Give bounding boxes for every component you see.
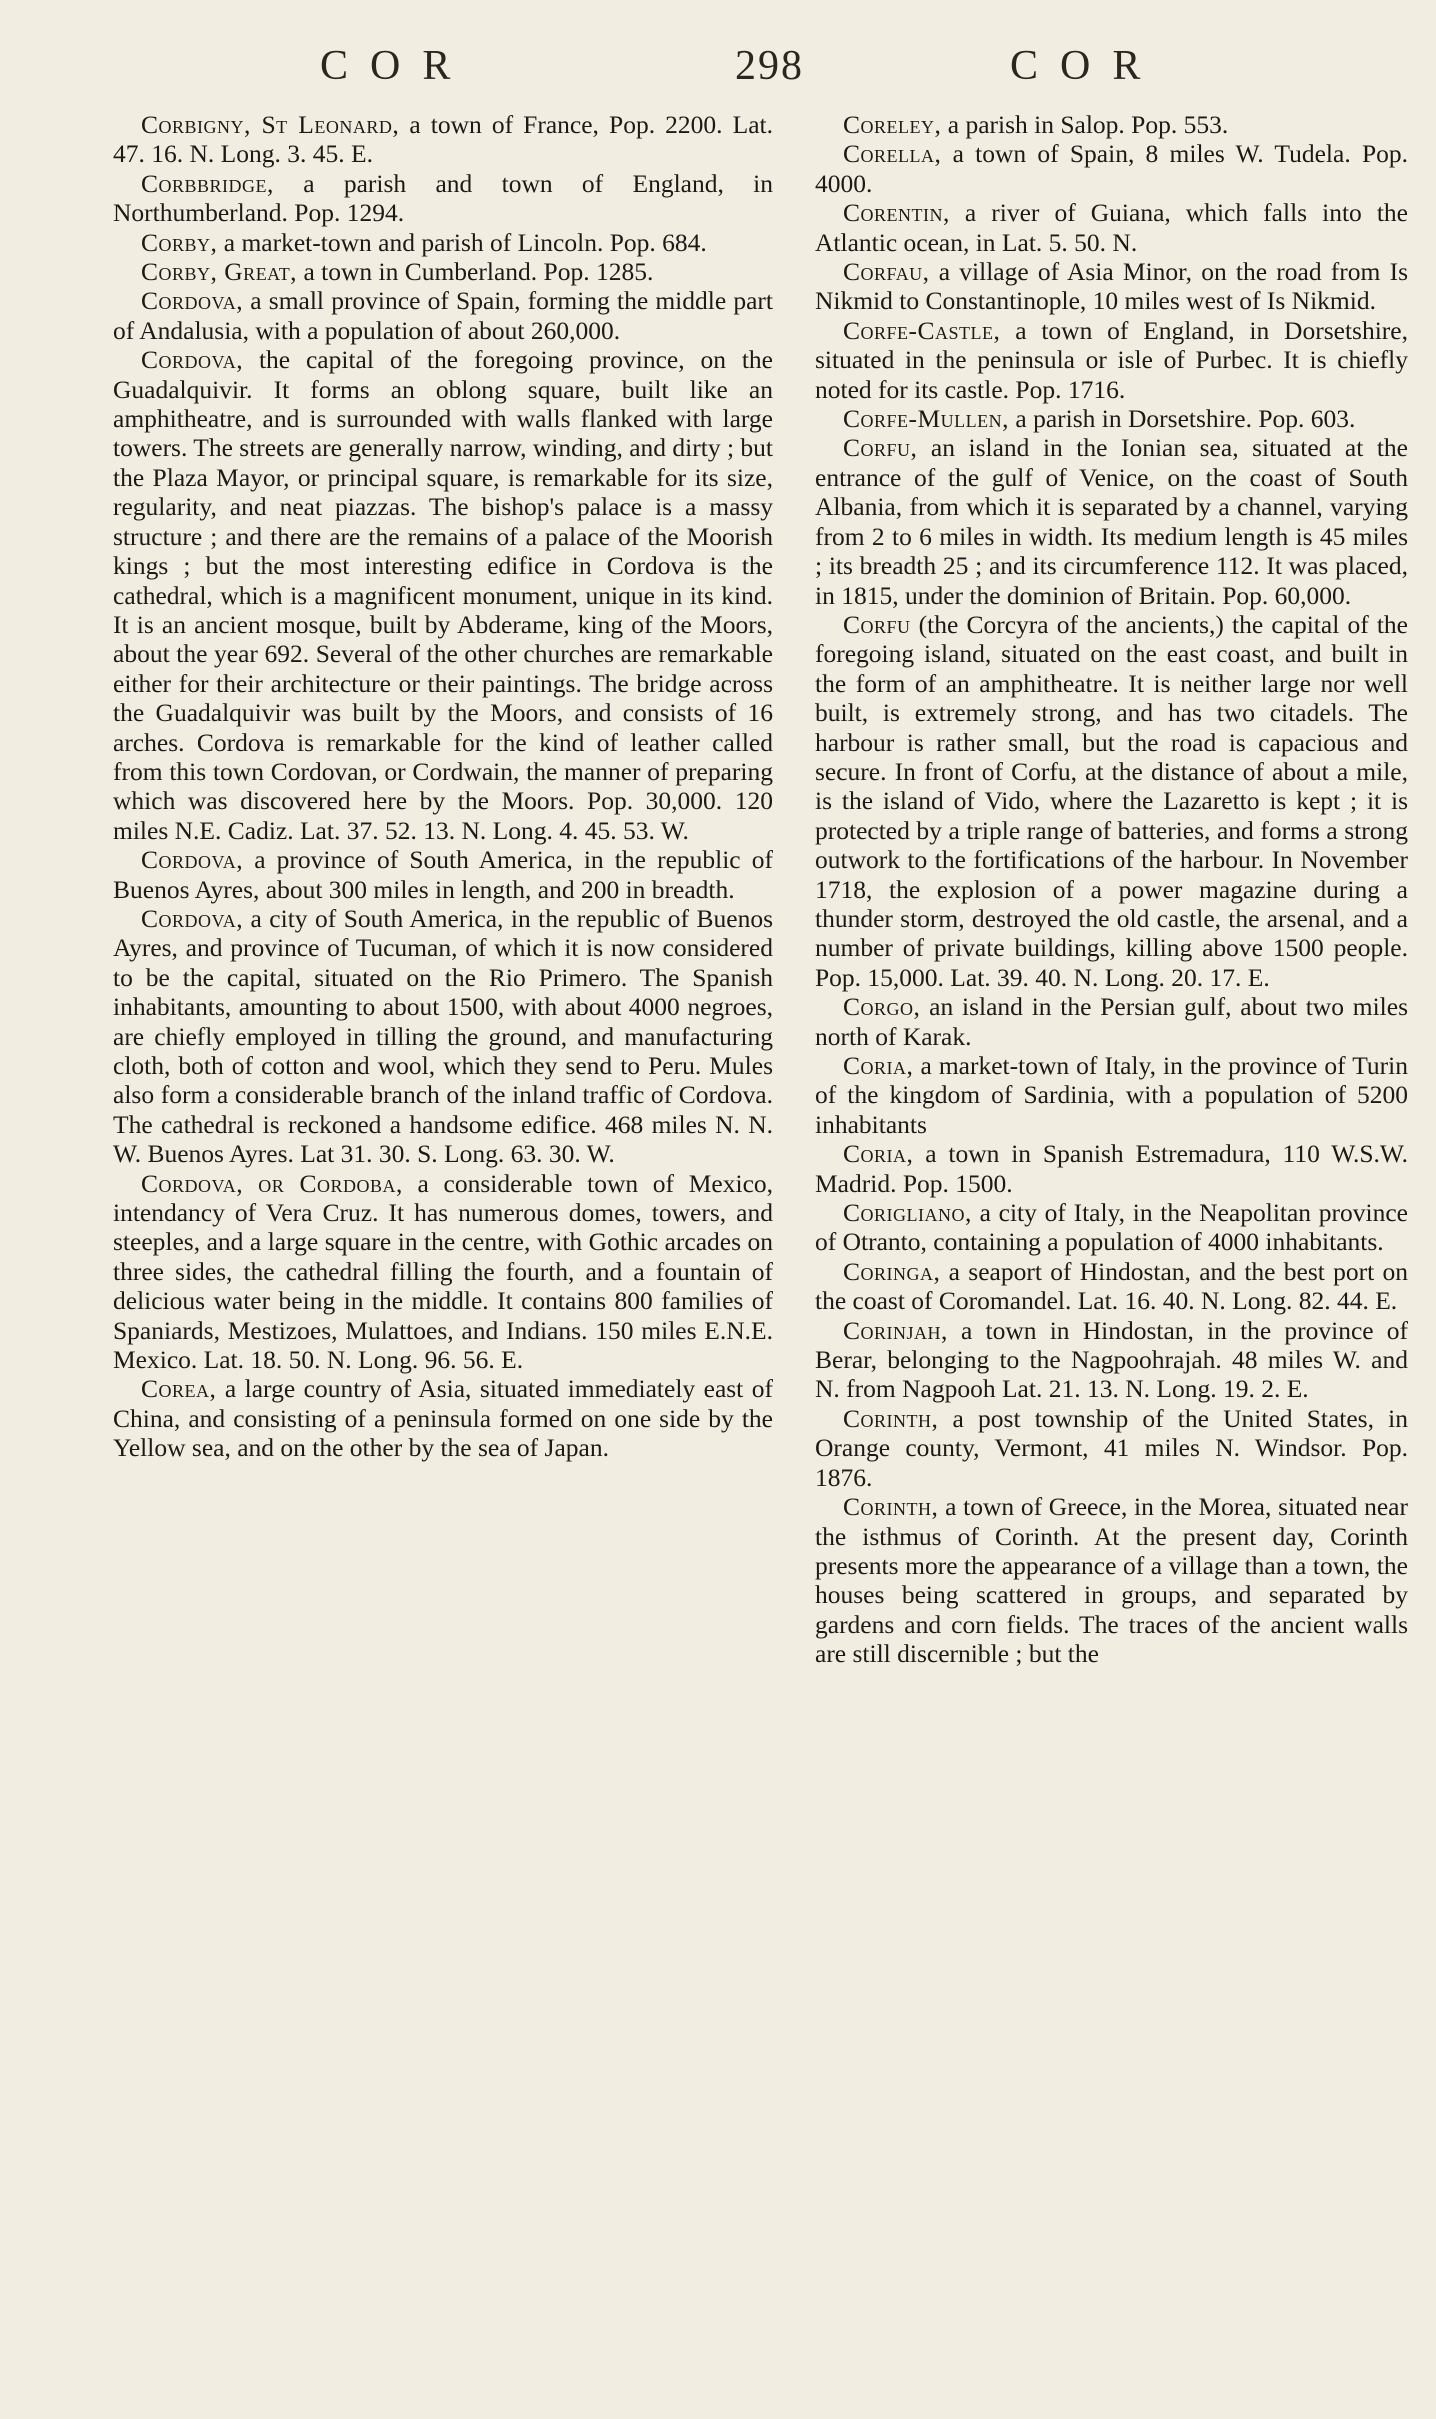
entry-text: a large country of Asia, situated immediately east of China, and consisting of a peninsula formed on one side by the Yellow sea, and on the other by the sea of Japan.	[113, 1374, 773, 1463]
entry-text: a town of France, Pop. 2200. Lat. 47. 16. N. Long. 3. 45. E.	[113, 110, 773, 169]
entry	[113, 1169, 773, 1375]
entry-text: a parish in Salop. Pop. 553.	[941, 110, 1229, 139]
entry-headword: Cordova, or Cordoba,	[141, 1168, 403, 1198]
entry	[815, 992, 1408, 1051]
entry-text: a town of Greece, in the Morea, situated near the isthmus of Corinth. At the present day, Corinth presents more the appearance of a village than a town, the houses being scattered in groups, and separated by gardens and corn fields. The traces of the ancient walls are still discernible ; but the	[815, 1492, 1408, 1669]
entry	[113, 286, 773, 345]
entry	[113, 1374, 773, 1462]
entry-headword: Corfu	[843, 609, 911, 639]
entry	[815, 1257, 1408, 1316]
entry	[815, 433, 1408, 609]
entry-headword: Corinth,	[843, 1403, 939, 1433]
entry	[113, 169, 773, 228]
entry	[815, 1316, 1408, 1404]
entry-headword: Cordova,	[141, 286, 244, 316]
entry-text: a considerable town of Mexico, intendancy of Vera Cruz. It has numerous domes, towers, and steeples, and a large square in the centre, with Gothic arcades on three sides, the cathedral filling the fourth, and a fountain of delicious water being in the middle. It contains 800 families of Spaniards, Mestizoes, Mulattoes, and Indians. 150 miles E.N.E. Mexico. Lat. 18. 50. N. Long. 96. 56. E.	[113, 1168, 773, 1375]
entry-text: an island in the Persian gulf, about two miles north of Karak.	[815, 992, 1408, 1051]
entry-headword: Cordova,	[141, 903, 244, 933]
entry-text: (the Corcyra of the ancients,) the capital of the foregoing island, situated on the east coast, and built in the form of an amphitheatre. It is neither large nor well built, is extremely strong, and has two citadels. The harbour is rather small, but the road is capacious and secure. In front of Corfu, at the distance of about a mile, is the island of Vido, where the Lazaretto is kept ; it is protected by a triple range of batteries, and forms a strong outwork to the fortifications of the harbour. In November 1718, the explosion of a power magazine during a thunder storm, destroyed the old castle, the arsenal, and a number of private buildings, killing above 1500 people. Pop. 15,000. Lat. 39. 40. N. Long. 20. 17. E.	[815, 609, 1408, 992]
entry-text: a post township of the United States, in Orange county, Vermont, 41 miles N. Windsor. Pop. 1876.	[815, 1403, 1408, 1492]
left-column	[113, 110, 773, 2390]
entry	[113, 110, 773, 169]
entry-headword: Corfe-Mullen,	[843, 404, 1010, 434]
entry-headword: Cordova,	[141, 345, 244, 375]
entry-headword: Coringa,	[843, 1256, 941, 1286]
entry-text: a city of Italy, in the Neapolitan province of Otranto, containing a population of 4000 inhabitants.	[815, 1198, 1408, 1257]
entry	[815, 139, 1408, 198]
header-left-guide-word: COR	[320, 43, 473, 89]
entry-text: a town in Hindostan, in the province of Berar, belonging to the Nagpoohrajah. 48 miles W. and N. from Nagpooh Lat. 21. 13. N. Long. 19. 2. E.	[815, 1315, 1408, 1404]
entry-headword: Corinth,	[843, 1492, 939, 1522]
entry-text: a river of Guiana, which falls into the Atlantic ocean, in Lat. 5. 50. N.	[815, 198, 1408, 257]
entry	[815, 404, 1408, 433]
entry-headword: Corby, Great,	[141, 257, 298, 287]
entry	[113, 228, 773, 257]
entry-headword: Corfe-Castle,	[843, 315, 1001, 345]
running-header	[110, 42, 1325, 92]
entry-headword: Corigliano,	[843, 1198, 972, 1228]
entry-headword: Corfau,	[843, 257, 930, 287]
header-right-guide-word: COR	[1010, 43, 1163, 89]
entry-text: a seaport of Hindostan, and the best port on the coast of Coromandel. Lat. 16. 40. N. Long. 82. 44. E.	[815, 1256, 1408, 1316]
entry	[815, 1404, 1408, 1492]
entry	[815, 1492, 1408, 1668]
entry-text: an island in the Ionian sea, situated at the entrance of the gulf of Venice, on the coast of South Albania, from which it is separated by a channel, varying from 2 to 6 miles in width. Its medium length is 45 miles ; its breadth 25 ; and its circumference 112. It was placed, in 1815, under the dominion of Britain. Pop. 60,000.	[815, 433, 1408, 610]
right-column	[815, 110, 1408, 2390]
entry-text: a village of Asia Minor, on the road from Is Nikmid to Constantinople, 10 miles west of Is Nikmid.	[815, 257, 1408, 316]
entry	[113, 345, 773, 845]
entry	[815, 257, 1408, 316]
entry	[815, 110, 1408, 139]
page-number: 298	[735, 43, 804, 89]
entry-headword: Corea,	[141, 1374, 217, 1404]
entry-headword: Coreley,	[843, 110, 942, 139]
entry-text: a town in Spanish Estremadura, 110 W.S.W. Madrid. Pop. 1500.	[815, 1139, 1408, 1198]
entry-text: a parish and town of England, in Northumberland. Pop. 1294.	[113, 168, 773, 228]
entry-text: a town of Spain, 8 miles W. Tudela. Pop. 4000.	[815, 139, 1408, 198]
entry	[815, 198, 1408, 257]
entry-text: a province of South America, in the republic of Buenos Ayres, about 300 miles in length, and 200 in breadth.	[113, 845, 773, 904]
entry	[815, 610, 1408, 992]
entry-text: a city of South America, in the republic of Buenos Ayres, and province of Tucuman, of which it is now considered to be the capital, situated on the Rio Primero. The Spanish inhabitants, amounting to about 1500, with about 4000 negroes, are chiefly employed in tilling the ground, and manufacturing cloth, both of cotton and wool, which they send to Peru. Mules also form a considerable branch of the inland traffic of Cordova. The cathedral is reckoned a handsome edifice. 468 miles N. N. W. Buenos Ayres. Lat 31. 30. S. Long. 63. 30. W.	[113, 903, 773, 1169]
entry-text: a town of England, in Dorsetshire, situated in the peninsula or isle of Purbec. It is chiefly noted for its castle. Pop. 1716.	[815, 315, 1408, 404]
entry-headword: Corbbridge,	[141, 168, 274, 198]
entry-headword: Corinjah,	[843, 1315, 948, 1345]
entry-headword: Corentin,	[843, 198, 950, 228]
entry-text: a market-town and parish of Lincoln. Pop. 684.	[217, 227, 707, 257]
entry	[113, 904, 773, 1169]
entry-headword: Coria,	[843, 1051, 914, 1080]
entry-text: a parish in Dorsetshire. Pop. 603.	[1009, 404, 1356, 434]
entry-text: a market-town of Italy, in the province of Turin of the kingdom of Sardinia, with a population of 5200 inhabitants	[815, 1051, 1408, 1139]
entry	[815, 1198, 1408, 1257]
entry-headword: Corby,	[141, 227, 218, 257]
entry	[113, 257, 773, 286]
entry	[815, 1051, 1408, 1139]
entry	[113, 845, 773, 904]
entry	[815, 1139, 1408, 1198]
entry-headword: Corgo,	[843, 992, 921, 1022]
entry-text: the capital of the foregoing province, on the Guadalquivir. It forms an oblong square, built like an amphitheatre, and is surrounded with walls flanked with large towers. The streets are generally narrow, winding, and dirty ; but the Plaza Mayor, or principal square, is remarkable for its size, regularity, and neat piazzas. The bishop's palace is a massy structure ; and there are the remains of a palace of the Moorish kings ; but the most interesting edifice in Cordova is the cathedral, which is a magnificent monument, unique in its kind. It is an ancient mosque, built by Abderame, king of the Moors, about the year 692. Several of the other churches are remarkable either for their architecture or their paintings. The bridge across the Guadalquivir was built by the Moors, and consists of 16 arches. Cordova is remarkable for the kind of leather called from this town Cordovan, or Cordwain, the manner of preparing which was discovered here by the Moors. Pop. 30,000. 120 miles N.E. Cadiz. Lat. 37. 52. 13. N. Long. 4. 45. 53. W.	[113, 345, 773, 845]
entry-headword: Cordova,	[141, 845, 244, 875]
entry	[815, 316, 1408, 404]
entry-headword: Corella,	[843, 139, 942, 169]
entry-headword: Coria,	[843, 1139, 914, 1169]
entry-headword: Corfu,	[843, 433, 918, 463]
entry-headword: Corbigny, St Leonard,	[141, 110, 400, 139]
entry-text: a town in Cumberland. Pop. 1285.	[297, 257, 654, 287]
entry-text: a small province of Spain, forming the middle part of Andalusia, with a population of about 260,000.	[113, 286, 773, 345]
